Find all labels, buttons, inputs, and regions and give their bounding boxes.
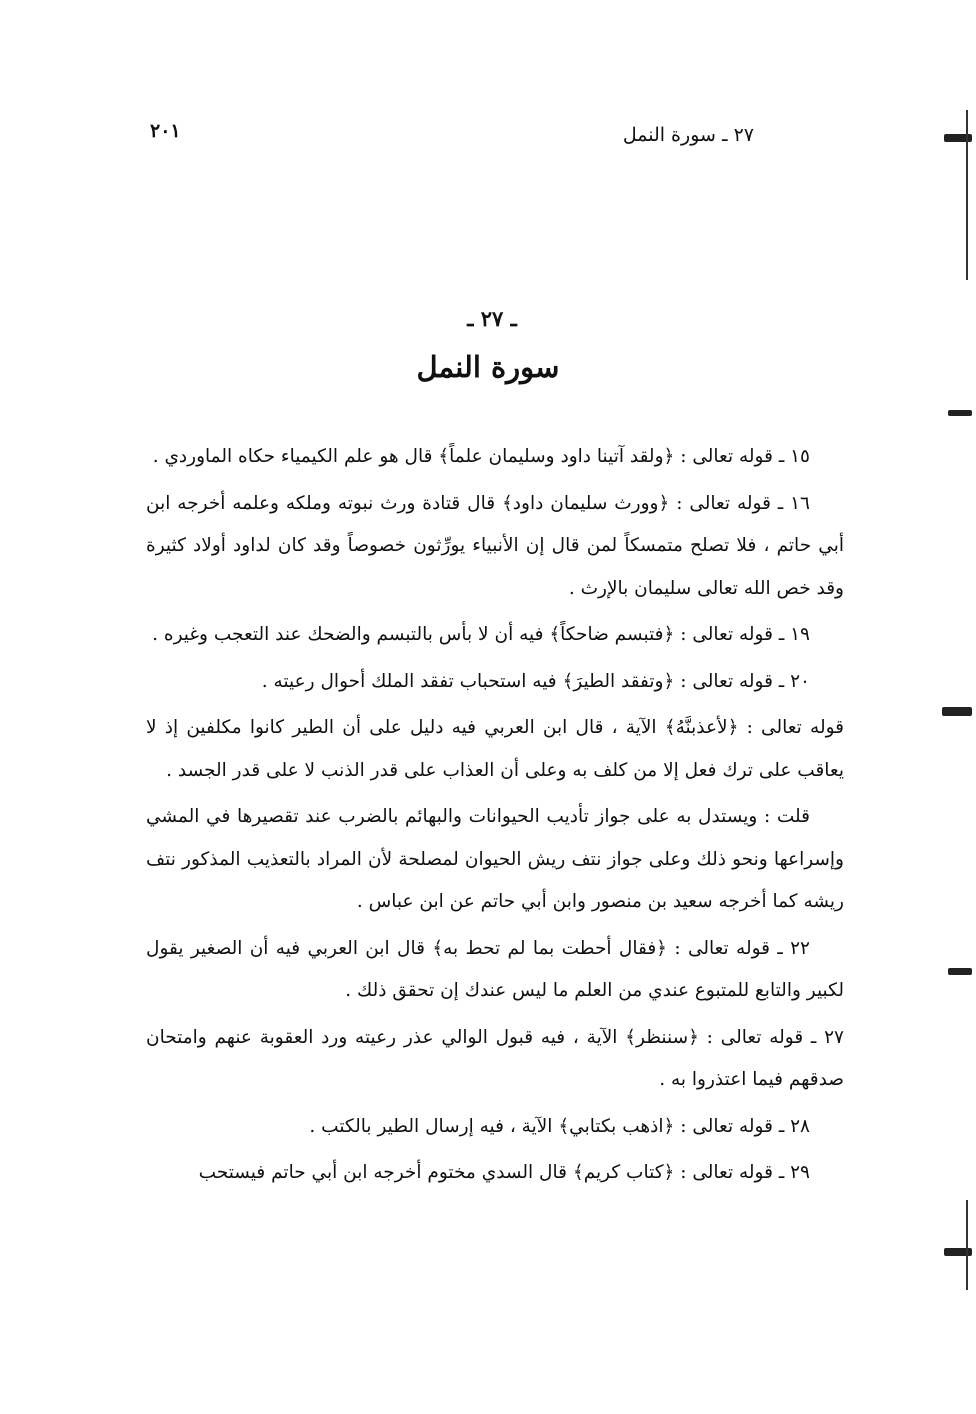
chapter-number: ـ ٢٧ ـ [467, 306, 517, 331]
paragraph-verse-15: ١٥ ـ قوله تعالى : ﴿ولقد آتينا داود وسليمان علماً﴾ قال هو علم الكيمياء حكاه الماوردي . [152, 446, 810, 467]
scan-mark [942, 707, 972, 716]
paragraph-verse-28: ٢٨ ـ قوله تعالى : ﴿اذهب بكتابي﴾ الآية ، فيه إرسال الطير بالكتب . [309, 1115, 810, 1137]
paragraph-verse-22: ٢٢ ـ قوله تعالى : ﴿فقال أحطت بما لم تحط به﴾ قال ابن العربي فيه أن الصغير يقول لكبير والتابع للمتبوع عندي من العلم ما ليس عندك إن تحقق ذلك . [146, 937, 844, 1001]
paragraph-verse-27: ٢٧ ـ قوله تعالى : ﴿سننظر﴾ الآية ، فيه قبول الوالي عذر رعيته ورد العقوبة عنهم وامتحان صدقهم فيما اعتذروا به . [146, 1026, 844, 1090]
paragraph-verse-16: ١٦ ـ قوله تعالى : ﴿وورث سليمان داود﴾ قال قتادة ورث نبوته وملكه وعلمه أخرجه ابن أبي حاتم ، فلا تصلح متمسكاً لمن قال إن الأنبياء يورِّثون خصوصاً وقد كان لداود أولاد كثيرة وقد خص الله تعالى سليمان بالإرث . [146, 492, 844, 599]
scan-edge-line [966, 110, 968, 280]
paragraph-verse-20: ٢٠ ـ قوله تعالى : ﴿وتفقد الطيرَ﴾ فيه استحباب تفقد الملك أحوال رعيته . [261, 670, 810, 692]
page-number: ٢٠١ [150, 120, 181, 142]
scan-edge-line [966, 1200, 968, 1290]
body-text [146, 436, 844, 1199]
paragraph-verse-29: ٢٩ ـ قوله تعالى : ﴿كتاب كريم﴾ قال السدي مختوم أخرجه ابن أبي حاتم فيستحب [198, 1162, 810, 1183]
paragraph-commentary: قلت : ويستدل به على جواز تأديب الحيوانات والبهائم بالضرب عند تقصيرها في المشي وإسراعها ونحو ذلك وعلى جواز نتف ريش الحيوان لمصلحة لأن المراد بالتعذيب المذكور نتف ريشه كما أخرجه سعيد بن منصور وابن أبي حاتم عن ابن عباس . [146, 806, 844, 912]
scan-mark [948, 410, 972, 416]
paragraph-verse-19: ١٩ ـ قوله تعالى : ﴿فتبسم ضاحكاً﴾ فيه أن لا بأس بالتبسم والضحك عند التعجب وغيره . [152, 624, 810, 645]
chapter-title: سورة النمل [416, 350, 560, 384]
running-title: ٢٧ ـ سورة النمل [622, 124, 754, 146]
scan-mark [948, 968, 972, 975]
paragraph-verse-21: قوله تعالى : ﴿لأعذبنَّهُ﴾ الآية ، قال ابن العربي فيه دليل على أن الطير كانوا مكلفين إذ لا يعاقب على ترك فعل إلا من كلف به وعلى أن العذاب على قدر الذنب لا على قدر الجسد . [146, 717, 844, 781]
